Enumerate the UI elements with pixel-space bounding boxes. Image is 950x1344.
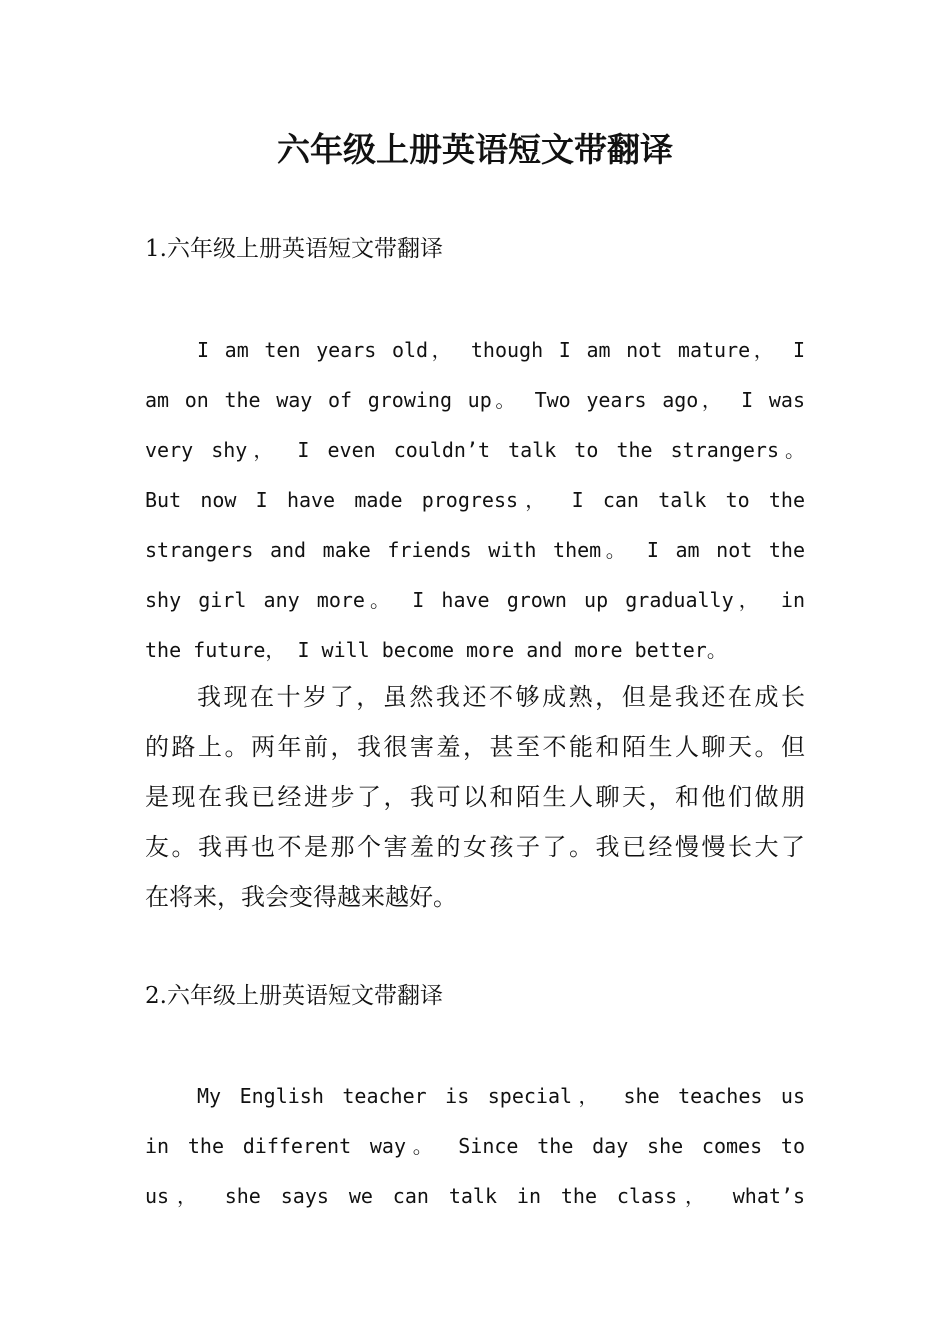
text-line: very shy， I even couldn’t talk to the strangers。	[145, 438, 805, 462]
text-line: But now I have made progress， I can talk to the	[145, 488, 805, 512]
text-line: 我现在十岁了，虽然我还不够成熟，但是我还在成长	[197, 683, 805, 711]
document-title: 六年级上册英语短文带翻译	[277, 130, 673, 169]
text-line: us， she says we can talk in the class， what’s	[145, 1184, 805, 1208]
text-line: 的路上。两年前，我很害羞，甚至不能和陌生人聊天。但	[145, 733, 805, 761]
section-1-chinese-translation	[145, 672, 805, 922]
text-line: shy girl any more。 I have grown up gradually， in	[145, 588, 805, 612]
text-line: in the different way。 Since the day she comes to	[145, 1134, 805, 1158]
text-line: I am ten years old， though I am not mature， I	[197, 338, 805, 362]
text-line: 在将来，我会变得越来越好。	[145, 883, 457, 911]
text-line: My English teacher is special， she teaches us	[197, 1084, 805, 1108]
text-line: strangers and make friends with them。 I am not the	[145, 538, 805, 562]
section-2-english-paragraph	[145, 1071, 805, 1221]
text-line: am on the way of growing up。 Two years ago， I was	[145, 388, 805, 412]
section-1-english-paragraph	[145, 325, 805, 675]
section-heading-1: 1.六年级上册英语短文带翻译	[145, 236, 443, 262]
section-heading-2: 2.六年级上册英语短文带翻译	[145, 983, 443, 1009]
text-line: 是现在我已经进步了，我可以和陌生人聊天，和他们做朋	[145, 783, 805, 811]
text-line: 友。我再也不是那个害羞的女孩子了。我已经慢慢长大了	[145, 833, 805, 861]
text-line: the future， I will become more and more better。	[145, 638, 727, 662]
